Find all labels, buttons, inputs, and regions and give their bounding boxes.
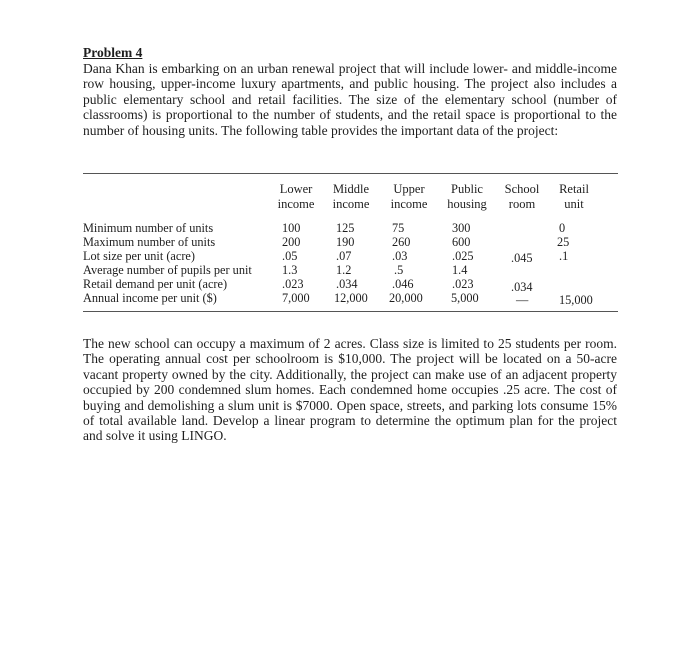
table-cell: 190	[336, 235, 355, 249]
table-cell: .023	[452, 277, 474, 291]
table-cell: 100	[282, 221, 301, 235]
problem-intro-paragraph: Dana Khan is embarking on an urban renewal project that will include lower- and middle-income row housing, upper-income luxury apartments, and public housing. The project also includes a public elementary school and retail facilities. The size of the elementary school (number of classrooms) is proportional to the number of students, and the retail space is proportional to the number of housing units. The following table provides the important data of the project:	[83, 61, 617, 138]
table-cell: .034	[336, 277, 358, 291]
column-header-public-housing: Public housing	[447, 182, 487, 211]
table-cell: 125	[336, 221, 355, 235]
table-cell: .034	[511, 280, 533, 294]
table-cell: 5,000	[451, 291, 479, 305]
table-cell: 12,000	[334, 291, 368, 305]
table-cell: .023	[282, 277, 304, 291]
table-cell: .1	[559, 249, 569, 263]
problem-title: Problem 4	[83, 45, 143, 60]
table-cell: 75	[392, 221, 405, 235]
column-header-upper-income: Upper income	[390, 182, 428, 211]
table-cell: .05	[282, 249, 298, 263]
row-label-pupils: Average number of pupils per unit	[83, 263, 252, 277]
row-label-max-units: Maximum number of units	[83, 235, 216, 249]
column-header-school-room: School room	[504, 182, 540, 211]
table-cell: 20,000	[389, 291, 423, 305]
table-cell: .046	[392, 277, 414, 291]
column-header-middle-income: Middle income	[332, 182, 370, 211]
table-cell: 600	[452, 235, 471, 249]
table-cell: .045	[511, 251, 533, 265]
table-cell: .025	[452, 249, 474, 263]
row-label-annual-income: Annual income per unit ($)	[83, 291, 217, 305]
table-cell: 300	[452, 221, 471, 235]
table-cell: .07	[336, 249, 352, 263]
table-cell: 260	[392, 235, 411, 249]
table-cell: 1.3	[282, 263, 298, 277]
table-cell: 1.4	[452, 263, 468, 277]
table-cell: 25	[557, 235, 570, 249]
problem-closing-paragraph: The new school can occupy a maximum of 2 acres. Class size is limited to 25 students per room. The operating annual cost per schoolroom is $10,000. The project will be located on a 50-acre vacant property owned by the city. Additionally, the project can make use of an adjacent property occupied by 200 condemned slum homes. Each condemned home occupies .25 acre. The cost of buying and demolishing a slum unit is $7000. Open space, streets, and parking lots consume 15% of total available land. Develop a linear program to determine the optimum plan for the project and solve it using LINGO.	[83, 336, 617, 444]
table-cell: 15,000	[559, 293, 593, 307]
table-cell: 7,000	[282, 291, 310, 305]
column-header-retail-unit: Retail unit	[559, 182, 589, 211]
column-header-lower-income: Lower income	[277, 182, 315, 211]
table-cell: 200	[282, 235, 301, 249]
row-label-min-units: Minimum number of units	[83, 221, 214, 235]
row-label-lot-size: Lot size per unit (acre)	[83, 249, 195, 263]
table-cell: 0	[559, 221, 566, 235]
table-cell: 1.2	[336, 263, 352, 277]
table-cell: .03	[392, 249, 408, 263]
table-cell: —	[516, 293, 529, 307]
table-cell: .5	[394, 263, 404, 277]
row-label-retail-demand: Retail demand per unit (acre)	[83, 277, 228, 291]
table-top-rule	[83, 173, 618, 174]
table-bottom-rule	[83, 311, 618, 312]
